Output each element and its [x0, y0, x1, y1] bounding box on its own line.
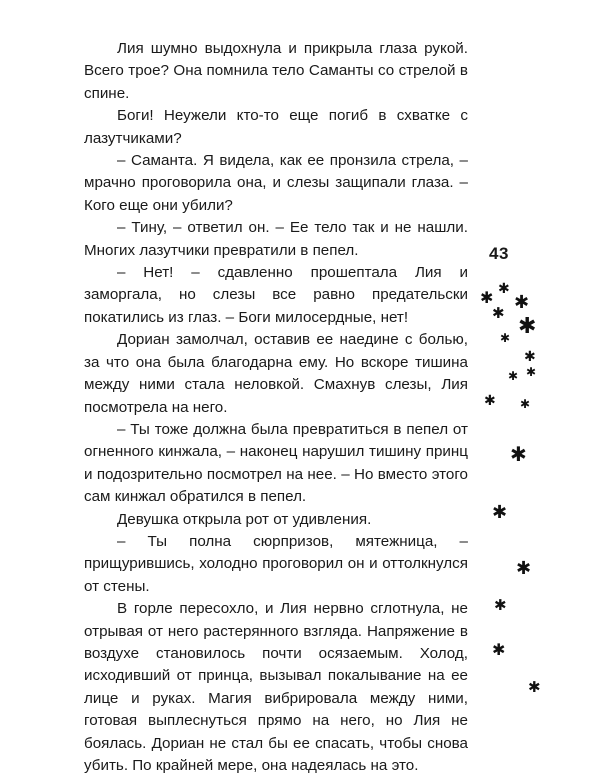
asterisk-star-icon: ✱ — [484, 393, 496, 409]
asterisk-star-icon: ✱ — [508, 369, 519, 383]
paragraph: Дориан замолчал, оставив ее наедине с болью, за что она была благодарна ему. Но вскоре тишина между ними стала неловкой. Смахнув слезы, Лия посмотрела на него. — [84, 331, 468, 416]
asterisk-star-icon: ✱ — [524, 349, 536, 365]
page-number: 43 — [489, 244, 509, 263]
body-text — [84, 38, 468, 777]
asterisk-star-icon: ✱ — [520, 397, 531, 411]
asterisk-star-icon: ✱ — [500, 331, 511, 345]
paragraph: – Тину, – ответил он. – Ее тело так и не нашли. Многих лазутчики превратили в пепел. — [84, 219, 468, 259]
asterisk-star-icon: ✱ — [526, 365, 537, 379]
star-decoration — [470, 268, 600, 728]
asterisk-star-icon: ✱ — [492, 640, 506, 659]
asterisk-star-icon: ✱ — [510, 442, 527, 466]
asterisk-star-icon: ✱ — [528, 678, 541, 696]
asterisk-star-icon: ✱ — [492, 502, 508, 523]
asterisk-star-icon: ✱ — [498, 281, 510, 297]
asterisk-star-icon: ✱ — [492, 304, 505, 322]
asterisk-star-icon: ✱ — [514, 292, 530, 313]
asterisk-star-icon: ✱ — [518, 314, 537, 339]
paragraph: Девушка открыла рот от удивления. — [117, 510, 372, 528]
paragraph: Лия шумно выдохнула и прикрыла глаза рукой. Всего трое? Она помнила тело Саманты со стрелой в спине. — [84, 40, 468, 102]
asterisk-star-icon: ✱ — [516, 558, 532, 579]
paragraph: Боги! Неужели кто-то еще погиб в схватке с лазутчиками? — [84, 107, 468, 147]
paragraph: В горле пересохло, и Лия нервно сглотнула, не отрывая от него растерянного взгляда. Напряжение в воздухе становилось почти осязаемым. Холод, исходивший от принца, вызывал покалывание на ее лице и руках. Магия вибрировала между ними, готовая выплеснуться прямо на него, но Лия не боялась. Дориан не стал бы ее спасать, чтобы снова убить. По крайней мере, она надеялась на это. — [84, 600, 468, 774]
paragraph: – Саманта. Я видела, как ее пронзила стрела, – мрачно проговорила она, и слезы защипали глаза. – Кого еще они убили? — [84, 152, 468, 214]
paragraph: – Ты тоже должна была превратиться в пепел от огненного кинжала, – наконец нарушил тишину принц и подозрительно посмотрел на нее. – Но вместо этого сам кинжал обратился в пепел. — [84, 420, 468, 506]
paragraph: – Нет! – сдавленно прошептала Лия и заморгала, но слезы все равно предательски покатились из глаз. – Боги милосердные, нет! — [84, 264, 468, 326]
asterisk-star-icon: ✱ — [480, 288, 494, 307]
paragraph: – Ты полна сюрпризов, мятежница, – прищурившись, холодно проговорил он и оттолкнулся от стены. — [84, 532, 468, 595]
asterisk-star-icon: ✱ — [494, 596, 507, 614]
